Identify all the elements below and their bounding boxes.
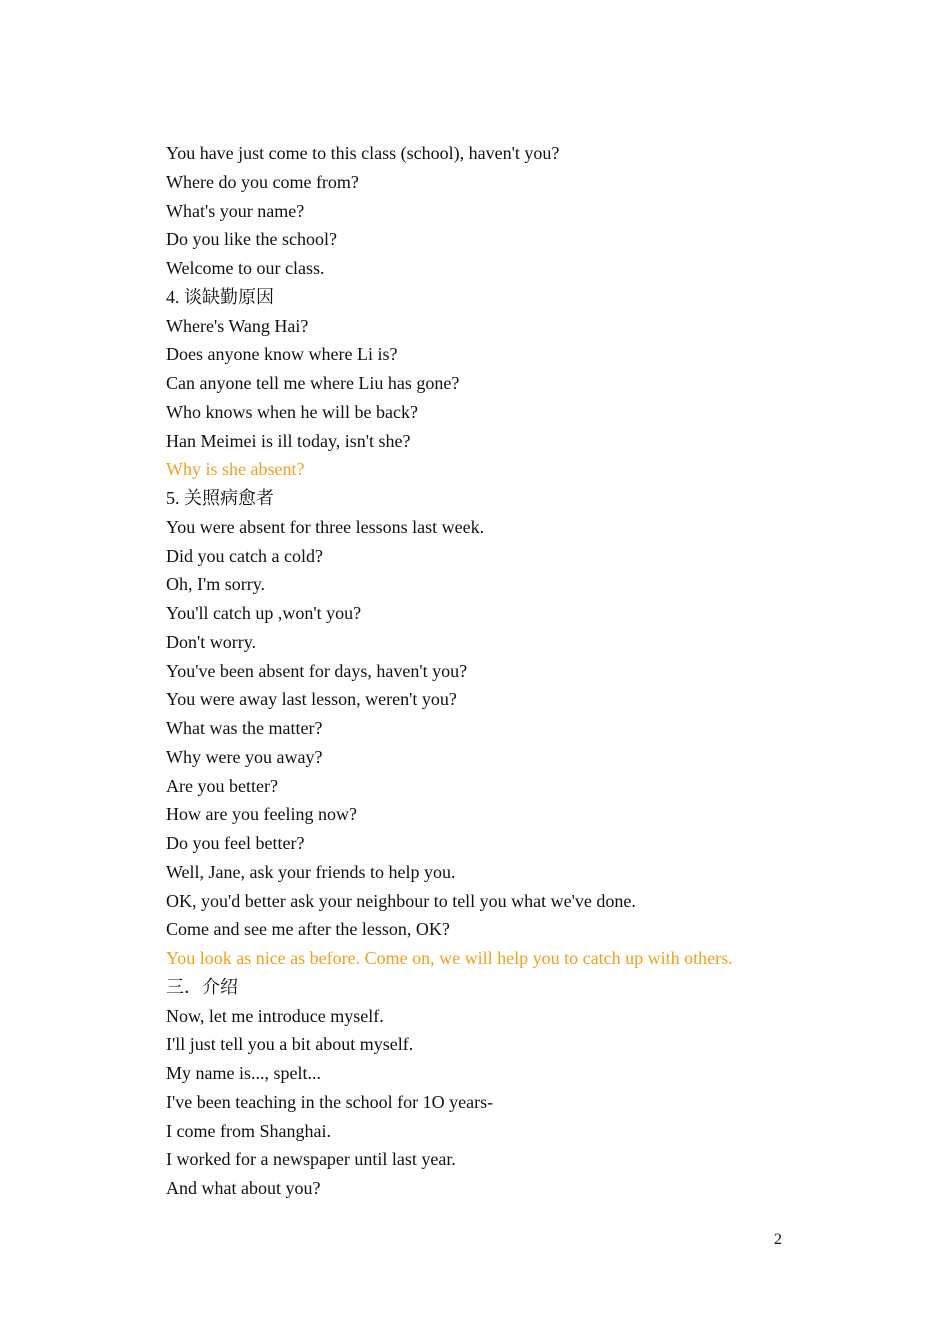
text-line: How are you feeling now? [166, 804, 357, 825]
text-line: 4. 谈缺勤原因 [166, 286, 274, 307]
text-line: Where do you come from? [166, 171, 359, 192]
text-line: Han Meimei is ill today, isn't she? [166, 430, 411, 451]
text-line: You have just come to this class (school), haven't you? [166, 143, 560, 163]
text-line: Where's Wang Hai? [166, 315, 309, 336]
text-line: I've been teaching in the school for 1O years- [166, 1091, 494, 1112]
text-line: Who knows when he will be back? [166, 401, 418, 422]
text-line: You were away last lesson, weren't you? [166, 689, 457, 710]
text-line: You were absent for three lessons last week. [166, 516, 485, 537]
text-line: Does anyone know where Li is? [166, 344, 398, 365]
page-number: 2 [774, 1231, 782, 1248]
text-line: Don't worry. [166, 631, 257, 652]
text-line: And what about you? [166, 1178, 321, 1198]
text-line: Do you like the school? [166, 229, 337, 250]
text-line: What's your name? [166, 200, 305, 221]
text-line: Do you feel better? [166, 833, 305, 853]
text-line: Did you catch a cold? [166, 545, 323, 566]
text-line: Oh, I'm sorry. [166, 574, 266, 595]
text-line: Now, let me introduce myself. [166, 1005, 384, 1026]
text-line: Can anyone tell me where Liu has gone? [166, 373, 460, 393]
highlighted-text-line: Why is she absent? [166, 459, 305, 480]
text-line: I'll just tell you a bit about myself. [166, 1034, 414, 1055]
highlighted-text-line: You look as nice as before. Come on, we will help you to catch up with others. [166, 948, 733, 968]
text-line: 5. 关照病愈者 [166, 488, 274, 508]
text-line: Welcome to our class. [166, 258, 325, 278]
text-line: I come from Shanghai. [166, 1120, 331, 1141]
text-line: Come and see me after the lesson, OK? [166, 919, 450, 940]
text-line: You'll catch up ,won't you? [166, 603, 362, 623]
text-line: OK, you'd better ask your neighbour to tell you what we've done. [166, 890, 636, 911]
text-line: I worked for a newspaper until last year. [166, 1149, 456, 1170]
text-line: Why were you away? [166, 746, 323, 767]
document-body [166, 139, 866, 1203]
text-line: Well, Jane, ask your friends to help you. [166, 861, 456, 882]
text-line: You've been absent for days, haven't you? [166, 660, 468, 681]
text-line: What was the matter? [166, 718, 323, 738]
text-line: My name is..., spelt... [166, 1063, 321, 1083]
text-line: Are you better? [166, 775, 278, 796]
text-line: 三．介绍 [166, 976, 238, 997]
